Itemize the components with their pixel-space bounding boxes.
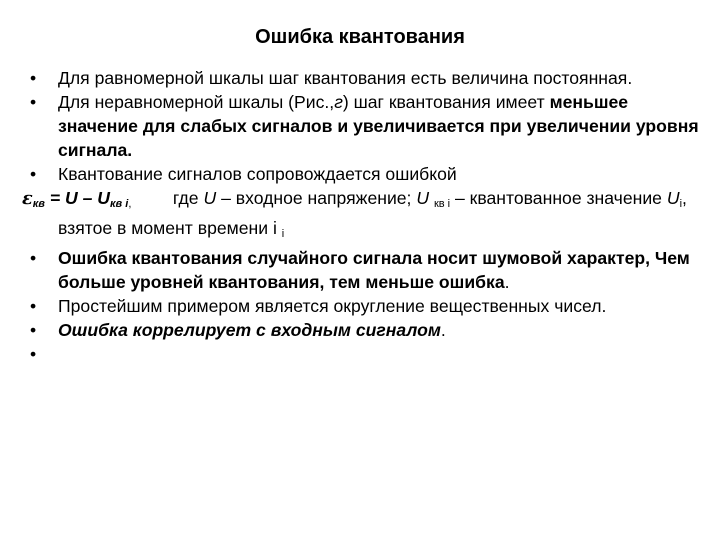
- formula-text: , взятое в момент времени i: [58, 188, 687, 238]
- u-subscript: кв i: [109, 198, 129, 210]
- bullet-icon: •: [30, 164, 37, 184]
- formula-text: где: [168, 188, 204, 208]
- bullet-bold-text: меньшее значение для слабых сигналов и увеличивается при увеличении уровня сигнала.: [58, 92, 699, 160]
- bullet-icon: •: [30, 344, 37, 364]
- bullet-bold-text: Ошибка квантования случайного сигнала носит шумовой характер, Чем больше уровней квантования, тем меньше ошибка: [58, 248, 690, 292]
- bullet-text: .: [440, 320, 446, 340]
- bullet-text: ) шаг квантования имеет: [342, 92, 550, 112]
- bullet-item-nonuniform-scale: [22, 90, 712, 162]
- formula-ui: U: [666, 188, 680, 208]
- bullet-item-correlation: [22, 318, 712, 342]
- slide-title: Ошибка квантования: [255, 26, 465, 48]
- formula-tail-subscript: i: [281, 228, 285, 240]
- bullet-icon: •: [30, 320, 37, 340]
- bullet-item-empty: [22, 342, 712, 366]
- bullet-list: [22, 66, 712, 366]
- bullet-icon: •: [30, 296, 37, 316]
- formula-u: U: [203, 188, 217, 208]
- epsilon-symbol: ε: [22, 188, 33, 209]
- bullet-text: Для неравномерной шкалы (Рис.,: [58, 92, 335, 112]
- bullet-item-noise-character: [22, 246, 712, 294]
- formula-ui-subscript: i: [679, 198, 683, 210]
- bullet-text: Квантование сигналов сопровождается ошибкой: [58, 164, 457, 184]
- bullet-icon: •: [30, 92, 37, 112]
- formula-ukv: U: [416, 188, 430, 208]
- bullet-bold-italic-text: Ошибка коррелирует с входным сигналом: [58, 320, 441, 340]
- figure-letter: г: [334, 92, 343, 112]
- bullet-icon: •: [30, 68, 37, 88]
- epsilon-subscript: кв: [32, 198, 45, 210]
- bullet-item-uniform-scale: [22, 66, 712, 90]
- bullet-item-quantization-error: [22, 162, 712, 186]
- bullet-text: Для равномерной шкалы шаг квантования есть величина постоянная.: [58, 68, 633, 88]
- error-formula: [22, 186, 712, 246]
- bullet-text: .: [504, 272, 510, 292]
- formula-comma: ,: [128, 198, 132, 210]
- formula-head: [22, 186, 131, 216]
- formula-equation: = U – U: [44, 188, 110, 208]
- formula-text: – квантованное значение: [450, 188, 667, 208]
- bullet-item-rounding-example: [22, 294, 712, 318]
- formula-ukv-subscript: кв i: [433, 198, 451, 210]
- bullet-icon: •: [30, 248, 37, 268]
- formula-text: – входное напряжение;: [216, 188, 417, 208]
- bullet-text: Простейшим примером является округление вещественных чисел.: [58, 296, 607, 316]
